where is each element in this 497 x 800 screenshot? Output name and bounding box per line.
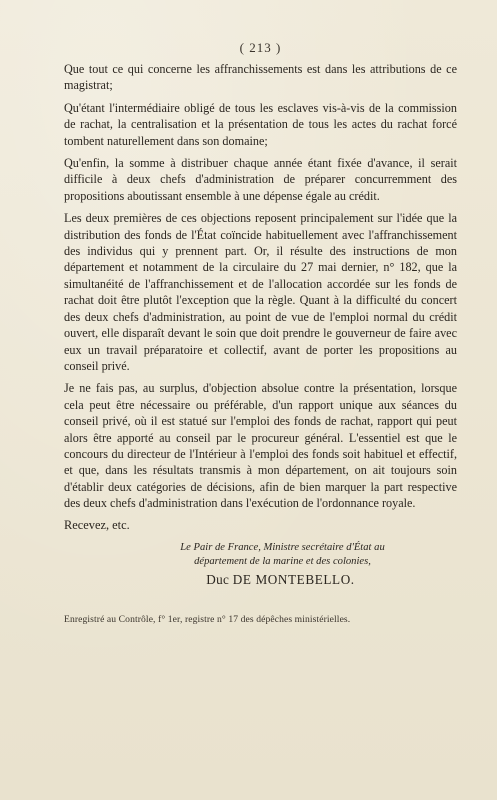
- signature-name: [104, 572, 457, 588]
- salutation: Recevez, etc.: [64, 517, 130, 532]
- signature-name-main: DE MONTEBELLO.: [232, 571, 355, 587]
- paragraph-1: Que tout ce qui concerne les affranchissements est dans les attributions de ce magistrat;: [64, 62, 457, 93]
- page-number: ( 213 ): [239, 40, 282, 55]
- paragraph-4: Les deux premières de ces objections reposent principalement sur l'idée que la distribution des fonds de l'État coïncide habituellement avec l'affranchissement des individus qui y prennent part. Or, il résulte des instructions de mon département et notamment de la circulaire du 27 mai dernier, n° 182, que la simultanéité de l'affranchissement et de l'allocation accordée sur les fonds de rachat doit être plutôt l'exception que la règle. Quant à la difficulté du concert des deux chefs d'administration, au point de vue de l'emploi normal du crédit ouvert, elle disparaît devant le soin que doit prendre le gouverneur de faire avec eux un travail préparatoire et collectif, avant de porter les propositions au conseil privé.: [64, 211, 457, 373]
- registration-note: Enregistré au Contrôle, f° 1er, registre n° 17 des dépêches ministérielles.: [64, 613, 351, 625]
- paragraph-2: Qu'étant l'intermédiaire obligé de tous les esclaves vis-à-vis de la commission de rachat, la centralisation et la présentation de tous les actes du rachat forcé tombent naturellement dans son domaine;: [64, 100, 457, 148]
- signature-title: [108, 541, 457, 569]
- paragraph-5: Je ne fais pas, au surplus, d'objection absolue contre la présentation, lorsque cela peut être nécessaire ou préférable, d'un rapport unique aux séances du conseil privé, où il est statué sur l'emploi des fonds de rachat, rapport qui peut alors être apporté au conseil par le procureur général. L'essentiel est que le concours du directeur de l'Intérieur à l'emploi des fonds soit habituel et effectif, et que, dans les résultats transmis à mon département, on ait toujours soin d'établir deux catégories de décisions, afin de bien marquer la part respective des deux chefs d'administration dans l'exécution de l'ordonnance royale.: [64, 381, 457, 511]
- signature-title-line-1: Le Pair de France, Ministre secrétaire d'État au: [180, 541, 385, 553]
- paragraph-3: Qu'enfin, la somme à distribuer chaque année étant fixée d'avance, il serait difficile à deux chefs d'administration de préparer concurremment des propositions aboutissant ensemble à une dépense égale au crédit.: [64, 156, 457, 203]
- signature-title-line-2: département de la marine et des colonies,: [194, 555, 371, 567]
- signature-name-prefix: Duc: [206, 571, 230, 587]
